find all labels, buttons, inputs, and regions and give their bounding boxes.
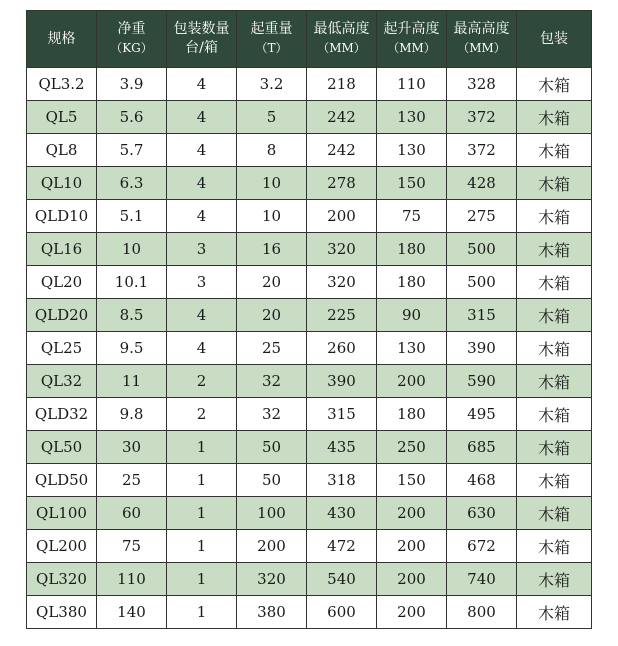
cell-pack-qty: 1 (167, 596, 237, 629)
cell-net-weight: 10.1 (97, 266, 167, 299)
table-header (27, 11, 592, 68)
table-row (27, 398, 592, 431)
cell-packaging: 木箱 (517, 497, 592, 530)
cell-packaging: 木箱 (517, 365, 592, 398)
cell-lift-height: 200 (377, 596, 447, 629)
cell-pack-qty: 4 (167, 134, 237, 167)
cell-capacity: 380 (237, 596, 307, 629)
cell-max-height: 428 (447, 167, 517, 200)
header-pack-qty: 包装数量 台/箱 (167, 11, 237, 68)
cell-capacity: 25 (237, 332, 307, 365)
header-min-height: 最低高度 （MM） (307, 11, 377, 68)
header-row (27, 11, 592, 68)
table-row (27, 200, 592, 233)
cell-max-height: 372 (447, 134, 517, 167)
cell-model: QL32 (27, 365, 97, 398)
cell-net-weight: 11 (97, 365, 167, 398)
cell-model: QL320 (27, 563, 97, 596)
header-lift-height: 起升高度 （MM） (377, 11, 447, 68)
cell-net-weight: 5.7 (97, 134, 167, 167)
cell-capacity: 32 (237, 365, 307, 398)
cell-max-height: 500 (447, 233, 517, 266)
cell-min-height: 260 (307, 332, 377, 365)
cell-net-weight: 110 (97, 563, 167, 596)
cell-packaging: 木箱 (517, 134, 592, 167)
cell-packaging: 木箱 (517, 167, 592, 200)
table-row (27, 266, 592, 299)
table-row (27, 167, 592, 200)
cell-capacity: 200 (237, 530, 307, 563)
cell-capacity: 10 (237, 200, 307, 233)
cell-min-height: 278 (307, 167, 377, 200)
cell-max-height: 372 (447, 101, 517, 134)
cell-max-height: 590 (447, 365, 517, 398)
cell-lift-height: 130 (377, 101, 447, 134)
cell-lift-height: 250 (377, 431, 447, 464)
cell-pack-qty: 1 (167, 464, 237, 497)
spec-table-container (26, 10, 592, 629)
table-row (27, 530, 592, 563)
cell-lift-height: 90 (377, 299, 447, 332)
cell-model: QLD20 (27, 299, 97, 332)
cell-max-height: 740 (447, 563, 517, 596)
cell-packaging: 木箱 (517, 101, 592, 134)
cell-packaging: 木箱 (517, 596, 592, 629)
cell-model: QL16 (27, 233, 97, 266)
cell-pack-qty: 4 (167, 332, 237, 365)
cell-model: QL10 (27, 167, 97, 200)
cell-max-height: 315 (447, 299, 517, 332)
cell-net-weight: 140 (97, 596, 167, 629)
cell-pack-qty: 4 (167, 101, 237, 134)
cell-model: QL8 (27, 134, 97, 167)
cell-net-weight: 30 (97, 431, 167, 464)
cell-lift-height: 200 (377, 497, 447, 530)
cell-capacity: 50 (237, 431, 307, 464)
cell-lift-height: 200 (377, 365, 447, 398)
cell-min-height: 390 (307, 365, 377, 398)
cell-capacity: 10 (237, 167, 307, 200)
cell-lift-height: 200 (377, 530, 447, 563)
cell-capacity: 100 (237, 497, 307, 530)
cell-capacity: 16 (237, 233, 307, 266)
cell-capacity: 5 (237, 101, 307, 134)
cell-max-height: 672 (447, 530, 517, 563)
cell-net-weight: 75 (97, 530, 167, 563)
cell-model: QL200 (27, 530, 97, 563)
cell-pack-qty: 3 (167, 233, 237, 266)
header-capacity: 起重量 （T） (237, 11, 307, 68)
cell-net-weight: 6.3 (97, 167, 167, 200)
cell-min-height: 320 (307, 233, 377, 266)
cell-min-height: 225 (307, 299, 377, 332)
cell-pack-qty: 2 (167, 365, 237, 398)
table-row (27, 134, 592, 167)
cell-min-height: 200 (307, 200, 377, 233)
cell-lift-height: 180 (377, 266, 447, 299)
cell-max-height: 630 (447, 497, 517, 530)
table-row (27, 431, 592, 464)
cell-model: QL25 (27, 332, 97, 365)
cell-model: QL20 (27, 266, 97, 299)
cell-pack-qty: 1 (167, 563, 237, 596)
cell-capacity: 50 (237, 464, 307, 497)
cell-max-height: 500 (447, 266, 517, 299)
cell-lift-height: 180 (377, 233, 447, 266)
spec-table (26, 10, 592, 629)
cell-capacity: 3.2 (237, 68, 307, 101)
cell-net-weight: 3.9 (97, 68, 167, 101)
cell-max-height: 328 (447, 68, 517, 101)
cell-packaging: 木箱 (517, 398, 592, 431)
cell-packaging: 木箱 (517, 200, 592, 233)
table-row (27, 332, 592, 365)
cell-lift-height: 110 (377, 68, 447, 101)
cell-packaging: 木箱 (517, 563, 592, 596)
cell-packaging: 木箱 (517, 233, 592, 266)
cell-packaging: 木箱 (517, 332, 592, 365)
cell-net-weight: 25 (97, 464, 167, 497)
cell-max-height: 275 (447, 200, 517, 233)
table-row (27, 299, 592, 332)
cell-pack-qty: 4 (167, 200, 237, 233)
cell-model: QL5 (27, 101, 97, 134)
cell-net-weight: 9.8 (97, 398, 167, 431)
table-row (27, 497, 592, 530)
cell-model: QL3.2 (27, 68, 97, 101)
cell-min-height: 540 (307, 563, 377, 596)
cell-max-height: 495 (447, 398, 517, 431)
cell-min-height: 315 (307, 398, 377, 431)
cell-capacity: 8 (237, 134, 307, 167)
cell-max-height: 685 (447, 431, 517, 464)
cell-net-weight: 5.6 (97, 101, 167, 134)
cell-capacity: 20 (237, 266, 307, 299)
cell-model: QLD10 (27, 200, 97, 233)
cell-packaging: 木箱 (517, 530, 592, 563)
cell-model: QL50 (27, 431, 97, 464)
table-row (27, 596, 592, 629)
cell-capacity: 20 (237, 299, 307, 332)
cell-lift-height: 75 (377, 200, 447, 233)
cell-net-weight: 10 (97, 233, 167, 266)
cell-max-height: 468 (447, 464, 517, 497)
cell-packaging: 木箱 (517, 464, 592, 497)
cell-min-height: 430 (307, 497, 377, 530)
cell-min-height: 320 (307, 266, 377, 299)
table-body (27, 68, 592, 629)
cell-min-height: 218 (307, 68, 377, 101)
table-row (27, 233, 592, 266)
header-net-weight: 净重 （KG） (97, 11, 167, 68)
cell-max-height: 390 (447, 332, 517, 365)
cell-lift-height: 150 (377, 167, 447, 200)
cell-lift-height: 130 (377, 332, 447, 365)
cell-min-height: 242 (307, 134, 377, 167)
cell-packaging: 木箱 (517, 68, 592, 101)
cell-packaging: 木箱 (517, 299, 592, 332)
cell-pack-qty: 1 (167, 431, 237, 464)
cell-lift-height: 150 (377, 464, 447, 497)
cell-pack-qty: 4 (167, 167, 237, 200)
cell-model: QL380 (27, 596, 97, 629)
cell-model: QL100 (27, 497, 97, 530)
cell-min-height: 318 (307, 464, 377, 497)
cell-lift-height: 200 (377, 563, 447, 596)
cell-net-weight: 9.5 (97, 332, 167, 365)
table-row (27, 464, 592, 497)
cell-min-height: 472 (307, 530, 377, 563)
cell-min-height: 600 (307, 596, 377, 629)
cell-min-height: 435 (307, 431, 377, 464)
cell-pack-qty: 1 (167, 497, 237, 530)
header-max-height: 最高高度 （MM） (447, 11, 517, 68)
cell-net-weight: 5.1 (97, 200, 167, 233)
cell-lift-height: 130 (377, 134, 447, 167)
cell-net-weight: 60 (97, 497, 167, 530)
table-row (27, 101, 592, 134)
cell-packaging: 木箱 (517, 266, 592, 299)
cell-pack-qty: 4 (167, 299, 237, 332)
cell-model: QLD50 (27, 464, 97, 497)
cell-packaging: 木箱 (517, 431, 592, 464)
cell-model: QLD32 (27, 398, 97, 431)
cell-lift-height: 180 (377, 398, 447, 431)
table-row (27, 365, 592, 398)
cell-pack-qty: 2 (167, 398, 237, 431)
table-row (27, 68, 592, 101)
table-row (27, 563, 592, 596)
cell-pack-qty: 3 (167, 266, 237, 299)
cell-pack-qty: 1 (167, 530, 237, 563)
cell-max-height: 800 (447, 596, 517, 629)
cell-min-height: 242 (307, 101, 377, 134)
header-model: 规格 (27, 11, 97, 68)
cell-capacity: 32 (237, 398, 307, 431)
cell-pack-qty: 4 (167, 68, 237, 101)
cell-capacity: 320 (237, 563, 307, 596)
header-packaging: 包装 (517, 11, 592, 68)
cell-net-weight: 8.5 (97, 299, 167, 332)
